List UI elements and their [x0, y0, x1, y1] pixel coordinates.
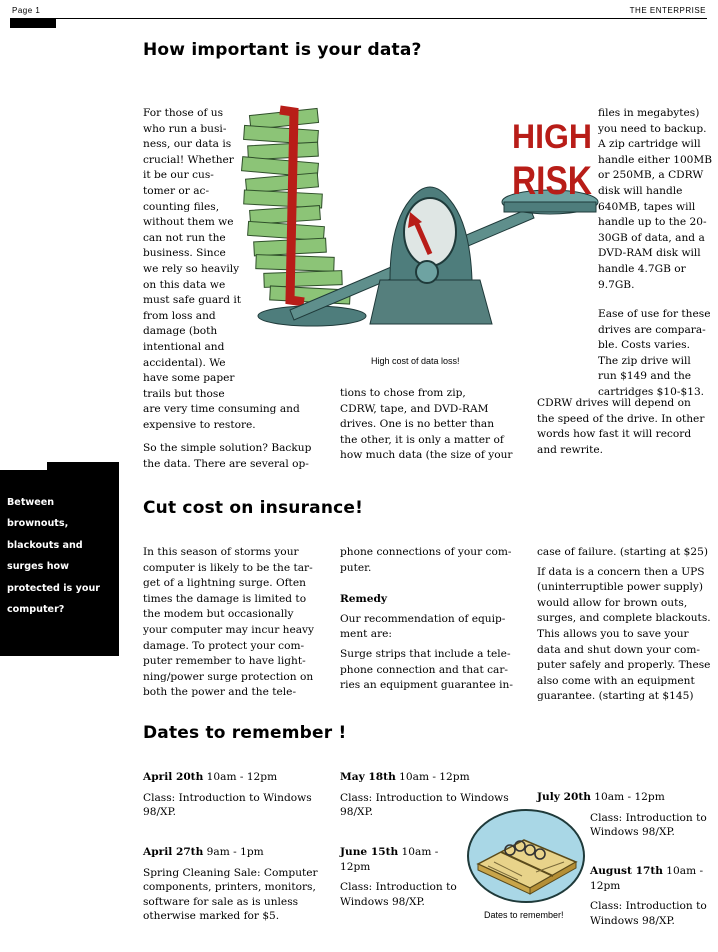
text-line: times the damage is limited to	[143, 592, 307, 605]
text-line: files in megabytes)	[598, 107, 700, 119]
text-line: case of failure. (starting at $25)	[537, 546, 709, 558]
text-line: ment are:	[340, 628, 392, 641]
text-line: have some paper	[143, 372, 235, 385]
text-line: tomer or ac-	[143, 184, 210, 197]
insurance-col2c-lines	[340, 647, 520, 694]
data-col3b-lines	[598, 307, 713, 401]
text-line: intentional and	[143, 340, 225, 353]
event-time: 10am - 12pm	[395, 771, 470, 783]
text-line: ness, our data is	[143, 138, 232, 151]
text-line: puter remember to have light-	[143, 655, 306, 668]
dates-image-caption: Dates to remember!	[484, 910, 564, 920]
text-line: data and shut down your com-	[537, 643, 701, 656]
text-line: In this season of storms your	[143, 546, 299, 558]
text-line: without them we	[143, 216, 234, 229]
text-line: and rewrite.	[537, 443, 604, 456]
text-line: disk will handle	[598, 184, 683, 197]
text-line: cartridges $10-$13.	[598, 385, 705, 398]
text-line: 640MB, tapes will	[598, 200, 696, 213]
text-line: handle up to the 20-	[598, 216, 707, 229]
event-desc: Class: Introduction to Windows 98/XP.	[340, 881, 457, 908]
text-line: drives. One is no better than	[340, 418, 495, 431]
text-line: phone connection and that car-	[340, 663, 509, 676]
text-line: the speed of the drive. In other	[537, 412, 705, 425]
money-stack-icon	[242, 108, 351, 304]
event-date: June 15th	[340, 846, 399, 858]
data-col1b	[143, 441, 313, 472]
event-time: 10am - 12pm	[590, 865, 704, 892]
text-line: DVD-RAM disk will	[598, 247, 701, 260]
event-time: 10am - 12pm	[203, 771, 278, 783]
text-line: If data is a concern then a UPS	[537, 565, 705, 578]
text-line: A zip cartridge will	[598, 138, 701, 151]
text-line: must safe guard it	[143, 294, 242, 307]
event-date: April 27th	[143, 846, 204, 858]
data-col3-lines	[598, 106, 713, 293]
insurance-col2b-lines	[340, 612, 520, 643]
event-time: 9am - 1pm	[203, 846, 264, 858]
text-line: or 250MB, a CDRW	[598, 169, 704, 182]
text-line: expensive to restore.	[143, 418, 256, 431]
text-line: guarantee. (starting at $145)	[537, 690, 694, 703]
text-line: Ease of use for these	[598, 308, 711, 320]
text-line: blackouts and	[7, 539, 83, 551]
data-col3c-lines	[537, 396, 715, 458]
text-line: on this data we	[143, 278, 226, 291]
text-line: are very time consuming and	[143, 403, 300, 416]
publication-name: THE ENTERPRISE	[629, 6, 706, 15]
text-line: trails but those	[143, 387, 225, 400]
text-line: business. Since	[143, 247, 226, 260]
text-line: The zip drive will	[598, 354, 691, 367]
text-line: surges, and complete blackouts.	[537, 612, 711, 625]
text-line: it be our cus-	[143, 169, 214, 182]
text-line: computer?	[7, 604, 65, 616]
text-line: tions to chose from zip,	[340, 387, 466, 399]
insurance-col2	[340, 545, 520, 694]
event-date: April 20th	[143, 771, 204, 783]
event-date: May 18th	[340, 771, 396, 783]
event-desc: Class: Introduction to Windows 98/XP.	[590, 900, 707, 927]
text-line: both the power and the tele-	[143, 686, 297, 699]
text-line: run $149 and the	[598, 370, 692, 383]
event-time: 10am - 12pm	[340, 846, 439, 873]
text-line: ning/power surge protection on	[143, 670, 314, 683]
text-line: Surge strips that include a tele-	[340, 647, 511, 660]
event-date: July 20th	[537, 791, 591, 803]
text-line: For those of us	[143, 107, 224, 119]
text-line: would allow for brown outs,	[537, 596, 688, 609]
header-tab	[10, 18, 56, 28]
text-line: handle either 100MB	[598, 153, 713, 166]
risk-text: RISK	[512, 159, 593, 203]
text-line: CDRW drives will depend on	[537, 397, 691, 409]
data-col3	[598, 106, 713, 293]
data-col3b	[598, 307, 713, 401]
text-line: surges how	[7, 561, 69, 573]
event-date: August 17th	[590, 865, 663, 877]
text-line: accidental). We	[143, 356, 226, 369]
event-desc: Class: Introduction to Windows 98/XP.	[590, 811, 707, 839]
text-line: drives are compara-	[598, 323, 706, 336]
text-line: Between brownouts,	[7, 497, 69, 530]
text-line: Our recommendation of equip-	[340, 612, 506, 625]
text-line: how much data (the size of your	[340, 449, 513, 462]
text-line: from loss and	[143, 309, 216, 322]
text-line: CDRW, tape, and DVD-RAM	[340, 402, 489, 415]
text-line: damage. To protect your com-	[143, 639, 305, 652]
event-desc: Class: Introduction to Windows 98/XP.	[143, 791, 312, 819]
event-time: 10am - 12pm	[590, 791, 665, 803]
insurance-col1-lines	[143, 545, 323, 701]
text-line: (uninterruptible power supply)	[537, 581, 703, 594]
data-col3c	[537, 396, 715, 458]
planner-book-illustration	[464, 806, 588, 908]
text-line: puter.	[340, 561, 372, 574]
high-text: HIGH	[512, 118, 592, 156]
data-col2	[340, 386, 520, 464]
text-line: 30GB of data, and a	[598, 231, 705, 244]
header-rule	[10, 18, 707, 19]
text-line: computer is likely to be the tar-	[143, 561, 313, 574]
insurance-col3b-lines	[537, 565, 715, 705]
text-line: get of a lightning surge. Often	[143, 577, 306, 590]
event-april27	[143, 845, 318, 930]
section-title-dates: Dates to remember !	[143, 723, 347, 743]
event-june15	[340, 845, 460, 915]
text-line: the data. There are several op-	[143, 457, 309, 470]
sidebar-quote	[7, 492, 115, 620]
sidebar-tab	[47, 462, 119, 472]
text-line: 9.7GB.	[598, 278, 635, 291]
text-line: counting files,	[143, 200, 220, 213]
page-label: Page 1	[12, 6, 41, 15]
text-line: also come with an equipment	[537, 674, 695, 687]
remedy-heading: Remedy	[340, 593, 388, 606]
event-april20	[143, 770, 318, 826]
text-line: This allows you to save your	[537, 627, 689, 640]
text-line: ries an equipment guarantee in-	[340, 679, 513, 692]
text-line: protected is your	[7, 582, 101, 594]
text-line: your computer may incur heavy	[143, 623, 315, 636]
insurance-col2a-lines	[340, 545, 520, 576]
insurance-col1	[143, 545, 323, 701]
text-line: So the simple solution? Backup	[143, 442, 312, 454]
text-line: puter safely and properly. These	[537, 659, 711, 672]
section-title-data: How important is your data?	[143, 40, 422, 60]
text-line: the other, it is only a matter of	[340, 433, 504, 446]
event-aug17	[590, 864, 710, 934]
text-line: words how fast it will record	[537, 428, 692, 441]
text-line: phone connections of your com-	[340, 546, 512, 558]
data-col2-lines	[340, 386, 520, 464]
data-image-caption: High cost of data loss!	[371, 356, 460, 366]
text-line: crucial! Whether	[143, 153, 234, 166]
text-line: handle 4.7GB or	[598, 262, 686, 275]
insurance-col3	[537, 545, 715, 705]
text-line: who run a busi-	[143, 122, 227, 135]
sidebar-quote-lines	[7, 492, 115, 620]
section-title-insurance: Cut cost on insurance!	[143, 498, 364, 518]
text-line: we rely so heavily	[143, 262, 240, 275]
event-desc: Spring Cleaning Sale: Computer components, printers, monitors, software for sale as is unless otherwise marked for $5.	[143, 866, 318, 923]
text-line: can not run the	[143, 231, 226, 244]
data-col1b-lines	[143, 441, 313, 472]
text-line: you need to backup.	[598, 122, 707, 135]
text-line: ble. Costs varies.	[598, 339, 690, 352]
event-desc: Class: Introduction to Windows 98/XP.	[340, 791, 509, 819]
text-line: the modem but occasionally	[143, 608, 294, 621]
scale-money-illustration	[230, 104, 600, 354]
text-line: damage (both	[143, 325, 218, 338]
insurance-col3a-lines	[537, 545, 715, 561]
